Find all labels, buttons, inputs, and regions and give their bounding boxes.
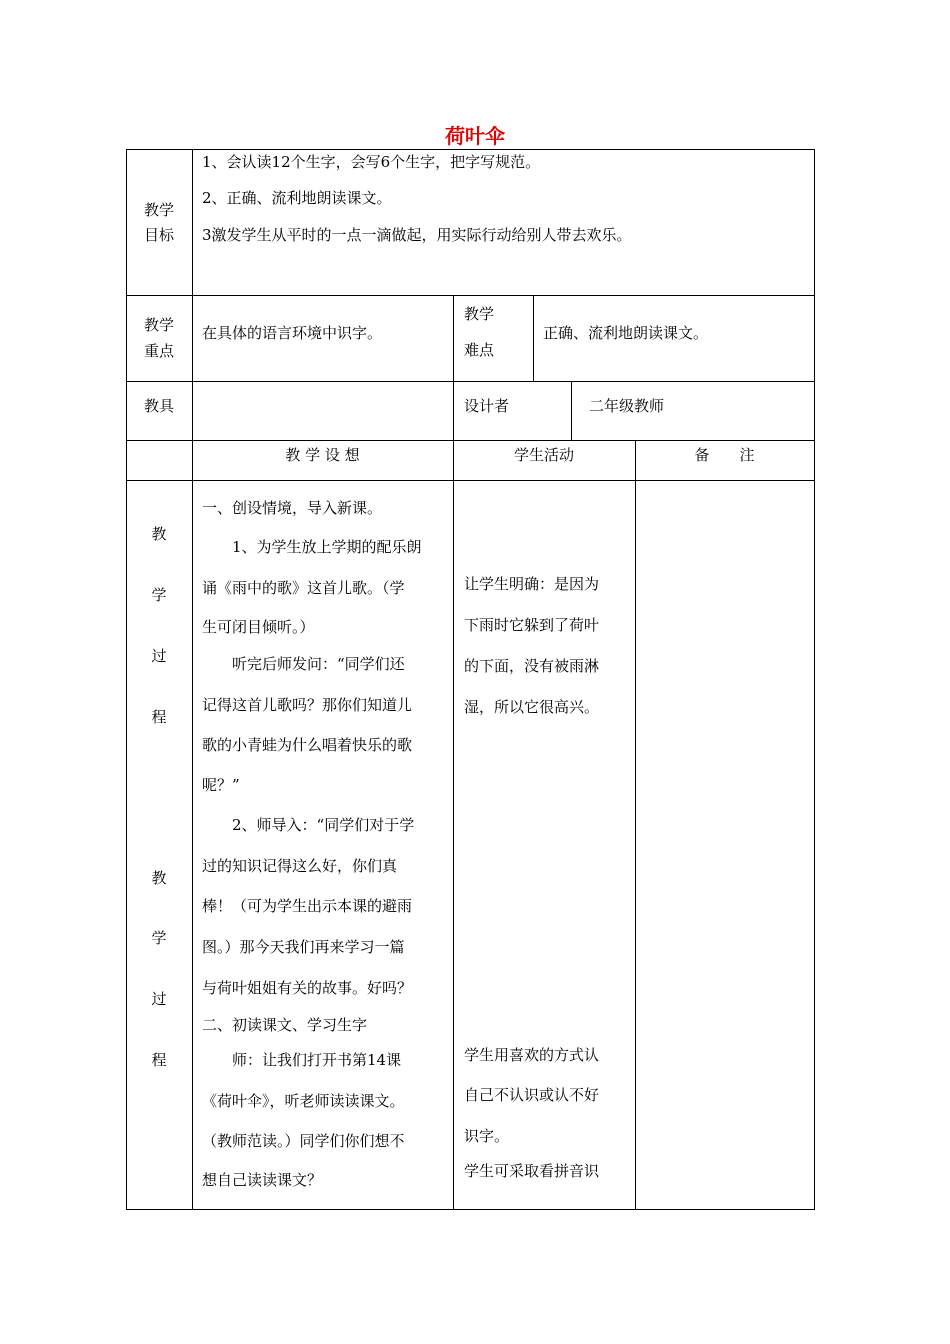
design-line: 2、师导入：“同学们对于学 [202, 816, 415, 834]
designer-label: 设计者 [464, 397, 510, 415]
design-line: 想自己读读课文？ [202, 1171, 323, 1189]
process-label-char: 程 [151, 708, 167, 726]
design-line: 诵《雨中的歌》这首儿歌。（学 [202, 579, 405, 597]
design-line: 呢？” [202, 776, 240, 794]
process-label-char: 学 [151, 586, 167, 604]
activity-line: 识字。 [464, 1127, 510, 1145]
row-divider [126, 381, 815, 382]
process-label-char: 过 [151, 990, 167, 1008]
designer-value: 二年级教师 [589, 397, 665, 415]
row-divider [126, 440, 815, 441]
column-divider [533, 295, 534, 381]
objective-item: 2、正确、流利地朗读课文。 [202, 189, 392, 207]
design-line: 1、为学生放上学期的配乐朗 [202, 538, 422, 556]
process-label-char: 教 [151, 869, 167, 887]
activity-line: 让学生明确：是因为 [464, 575, 600, 593]
objective-item: 1、会认读12个生字，会写6个生字，把字写规范。 [202, 153, 541, 171]
tools-label: 教具 [143, 397, 174, 415]
design-line: 图。）那今天我们再来学习一篇 [202, 938, 405, 956]
label-column-divider [192, 149, 193, 1210]
column-divider [453, 295, 454, 1210]
objectives-label-line-2: 目标 [143, 226, 174, 244]
activity-line: 的下面，没有被雨淋 [464, 657, 600, 675]
focus-text: 在具体的语言环境中识字。 [202, 324, 383, 342]
design-line: 《荷叶伞》，听老师读读课文。 [202, 1092, 405, 1110]
design-line: 过的知识记得这么好，你们真 [202, 857, 398, 875]
difficulty-label-line-2: 难点 [464, 341, 495, 359]
objective-item: 3激发学生从平时的一点一滴做起，用实际行动给别人带去欢乐。 [202, 226, 632, 244]
activity-line: 湿，所以它很高兴。 [464, 698, 600, 716]
table-border-right [814, 149, 815, 1210]
process-label-char: 程 [151, 1051, 167, 1069]
design-line: 生可闭目倾听。） [202, 618, 315, 636]
design-line: 记得这首儿歌吗？那你们知道儿 [202, 696, 413, 714]
focus-label-line-1: 教学 [143, 316, 174, 334]
header-notes: 备 注 [694, 446, 755, 464]
column-divider [635, 440, 636, 1210]
process-label-char: 过 [151, 647, 167, 665]
column-divider [571, 381, 572, 440]
table-border-bottom [126, 1209, 815, 1210]
activity-line: 学生用喜欢的方式认 [464, 1046, 600, 1064]
design-line: 与荷叶姐姐有关的故事。好吗？ [202, 979, 413, 997]
process-label-char: 教 [151, 525, 167, 543]
process-label-char: 学 [151, 929, 167, 947]
design-line: 二、初读课文、学习生字 [202, 1016, 368, 1034]
row-divider [126, 480, 815, 481]
difficulty-label-line-1: 教学 [464, 305, 495, 323]
activity-line: 自己不认识或认不好 [464, 1086, 600, 1104]
activity-line: 学生可采取看拼音识 [464, 1162, 600, 1180]
design-line: （教师范读。）同学们你们想不 [202, 1132, 405, 1150]
activity-line: 下雨时它躲到了荷叶 [464, 616, 600, 634]
header-activity: 学生活动 [513, 446, 574, 464]
design-line: 师：让我们打开书第14课 [202, 1051, 402, 1069]
document-title: 荷叶伞 [445, 124, 505, 148]
design-line: 听完后师发问：“同学们还 [202, 655, 405, 673]
row-divider [126, 295, 815, 296]
design-line: 棒！（可为学生出示本课的避雨 [202, 897, 413, 915]
table-border-top [126, 149, 815, 150]
header-design: 教 学 设 想 [285, 446, 360, 464]
design-line: 歌的小青蛙为什么唱着快乐的歌 [202, 736, 413, 754]
focus-label-line-2: 重点 [143, 342, 174, 360]
design-line: 一、创设情境，导入新课。 [202, 499, 383, 517]
difficulty-text: 正确、流利地朗读课文。 [543, 324, 709, 342]
objectives-label-line-1: 教学 [143, 201, 174, 219]
